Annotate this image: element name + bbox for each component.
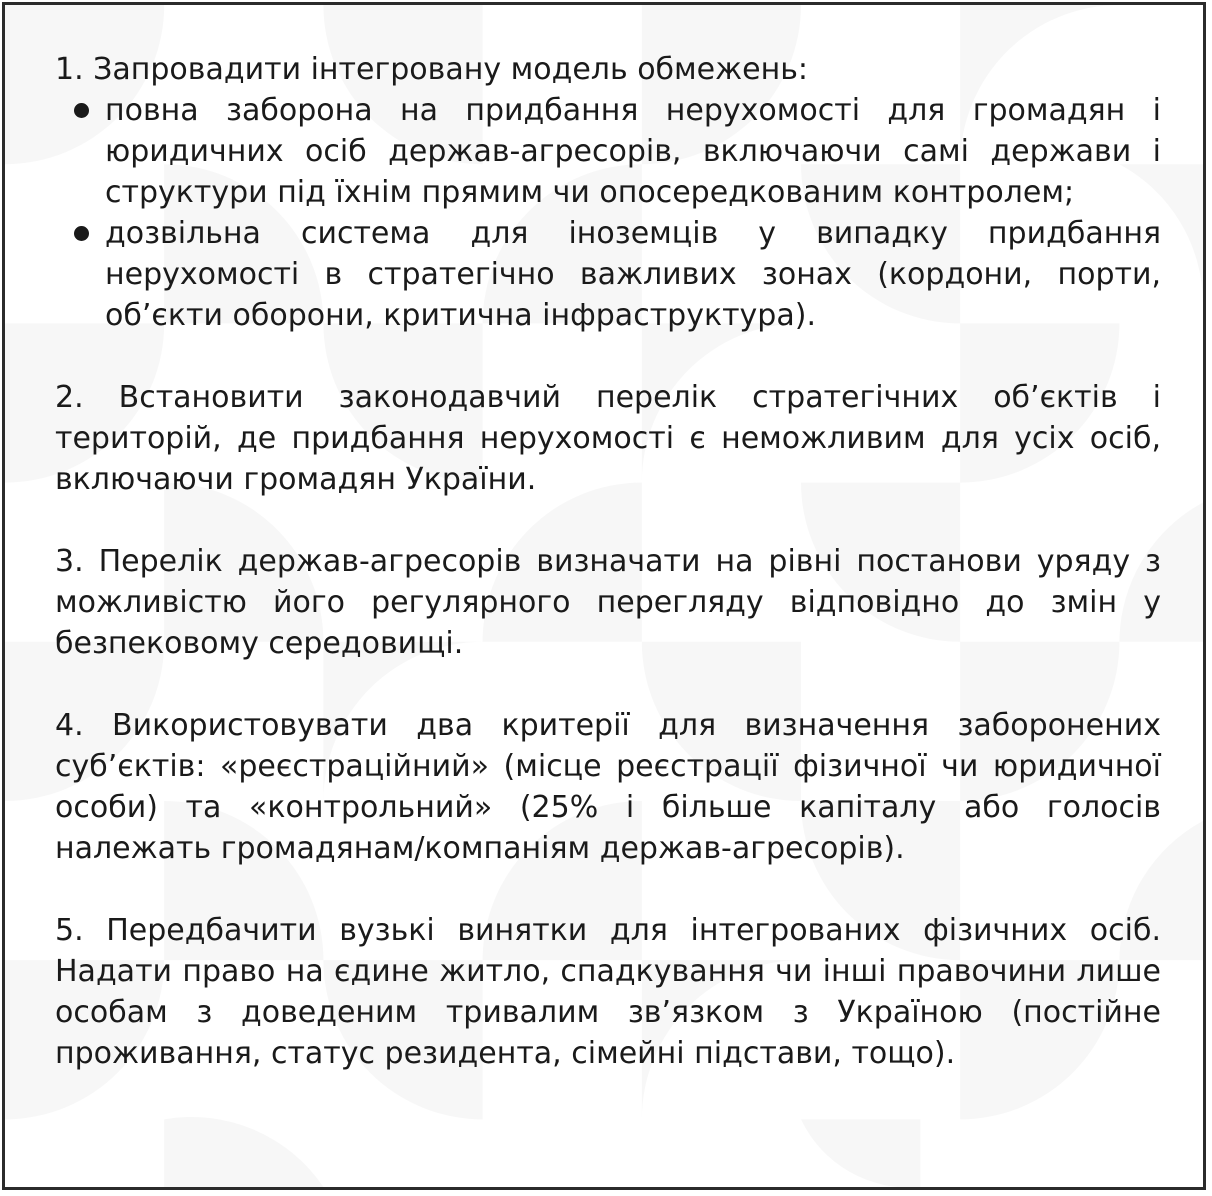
intro-paragraph: 1. Запровадити інтегровану модель обмежень: — [55, 52, 809, 87]
paragraph-4: 4. Використовувати два критерії для визначення заборонених суб’єктів: «реєстраційний» (місце реєстрації фізичної чи юридичної особи) та «контрольний» (25% і більше капіталу або голосів належать громадянам/компаніям держав-агресорів). — [55, 708, 1161, 866]
paragraph-3: 3. Перелік держав-агресорів визначати на рівні постанови уряду з можливістю його регулярного перегляду відповідно до змін у безпековому середовищі. — [55, 544, 1161, 661]
list-item — [55, 213, 1161, 336]
bullet-dot-icon — [74, 103, 89, 118]
list-item — [55, 90, 1161, 213]
bullet-dot-icon — [74, 226, 89, 241]
list-item-text: дозвільна система для іноземців у випадку придбання нерухомості в стратегічно важливих зонах (кордони, порти, об’єкти оборони, критична інфраструктура). — [105, 216, 1161, 333]
paragraph-5: 5. Передбачити вузькі винятки для інтегрованих фізичних осіб. Надати право на єдине житло, спадкування чи інші правочини лише особам з доведеним тривалим зв’язком з Україною (постійне проживання, статус резидента, сімейні підстави, тощо). — [55, 913, 1161, 1071]
paragraph-2: 2. Встановити законодавчий перелік стратегічних об’єктів і територій, де придбання нерухомості є неможливим для усіх осіб, включаючи громадян України. — [55, 380, 1161, 497]
list-item-text: повна заборона на придбання нерухомості для громадян і юридичних осіб держав-агресорів, включаючи самі держави і структури під їхнім прямим чи опосередкованим контролем; — [105, 93, 1161, 210]
document-frame — [2, 2, 1206, 1190]
document-content — [55, 49, 1161, 1074]
restriction-list — [55, 90, 1161, 336]
